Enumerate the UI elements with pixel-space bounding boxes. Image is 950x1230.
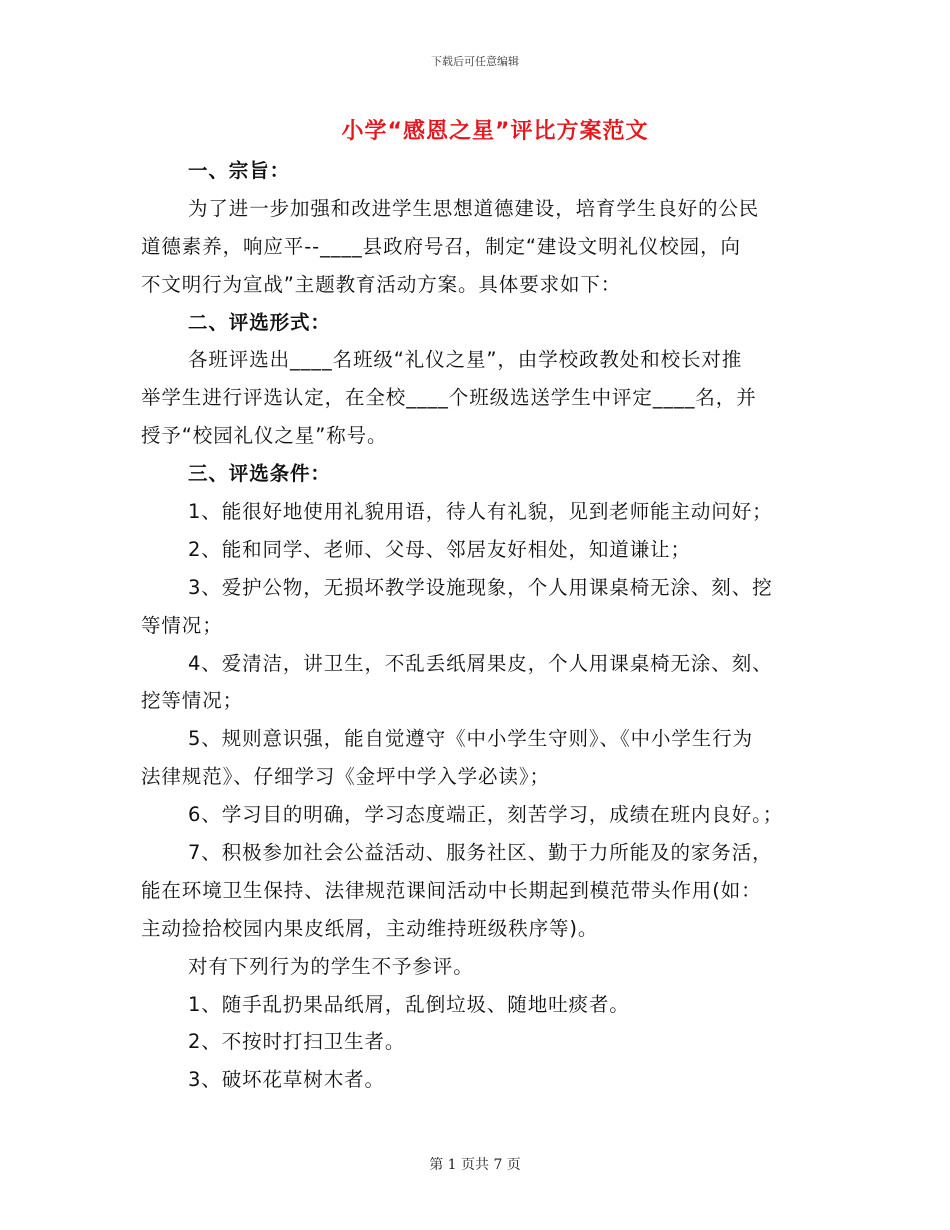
- document-body: [141, 152, 811, 1099]
- list-item: 2、能和同学、老师、父母、邻居友好相处，知道谦让；: [188, 537, 691, 561]
- list-item: 5、规则意识强，能自觉遵守《中小学生守则》、《中小学生行为: [188, 727, 754, 751]
- paragraph-line: 各班评选出____名班级“礼仪之星”，由学校政教处和校长对推: [188, 348, 743, 372]
- paragraph-line: 道德素养，响应平--____县政府号召，制定“建设文明礼仪校园，向: [141, 234, 741, 258]
- list-item-continuation: 法律规范》、仔细学习《金坪中学入学必读》；: [141, 765, 550, 789]
- section-heading-selection-criteria: 三、评选条件：: [188, 462, 331, 486]
- page-number-footer: 第 1 页共 7 页: [429, 1157, 521, 1173]
- paragraph-line: 对有下列行为的学生不予参评。: [188, 954, 474, 978]
- list-item-continuation: 等情况；: [141, 613, 223, 637]
- list-item-continuation: 能在环境卫生保持、法律规范课间活动中长期起到模范带头作用(如：: [141, 878, 762, 902]
- list-item: 1、随手乱扔果品纸屑，乱倒垃圾、随地吐痰者。: [188, 992, 630, 1016]
- section-heading-purpose: 一、宗旨：: [188, 159, 291, 182]
- page-header-note: 下载后可任意编辑: [431, 55, 519, 68]
- list-item-continuation: 挖等情况；: [141, 689, 244, 713]
- list-item: 6、学习目的明确，学习态度端正，刻苦学习，成绩在班内良好。；: [188, 803, 784, 827]
- list-item: 7、积极参加社会公益活动、服务社区、勤于力所能及的家务活，: [188, 841, 773, 865]
- document-title: 小学“感恩之星”评比方案范文: [341, 119, 649, 144]
- list-item-continuation: 主动捡拾校园内果皮纸屑，主动维持班级秩序等)。: [141, 916, 599, 940]
- list-item: 4、爱清洁，讲卫生，不乱丢纸屑果皮，个人用课桌椅无涂、刻、: [188, 651, 773, 675]
- list-item: 3、爱护公物，无损坏教学设施现象，个人用课桌椅无涂、刻、挖: [188, 575, 773, 599]
- paragraph-line: 举学生进行评选认定，在全校____个班级选送学生中评定____名，并: [141, 386, 757, 410]
- section-heading-selection-form: 二、评选形式：: [188, 310, 331, 334]
- list-item: 2、不按时打扫卫生者。: [188, 1030, 406, 1054]
- list-item: 3、破坏花草树木者。: [188, 1068, 385, 1092]
- list-item: 1、能很好地使用礼貌用语，待人有礼貌，见到老师能主动问好；: [188, 500, 773, 524]
- paragraph-line: 为了进一步加强和改进学生思想道德建设，培育学生良好的公民: [188, 196, 760, 220]
- paragraph-line: 授予“校园礼仪之星”称号。: [141, 424, 388, 448]
- paragraph-line: 不文明行为宣战”主题教育活动方案。具体要求如下：: [141, 272, 622, 296]
